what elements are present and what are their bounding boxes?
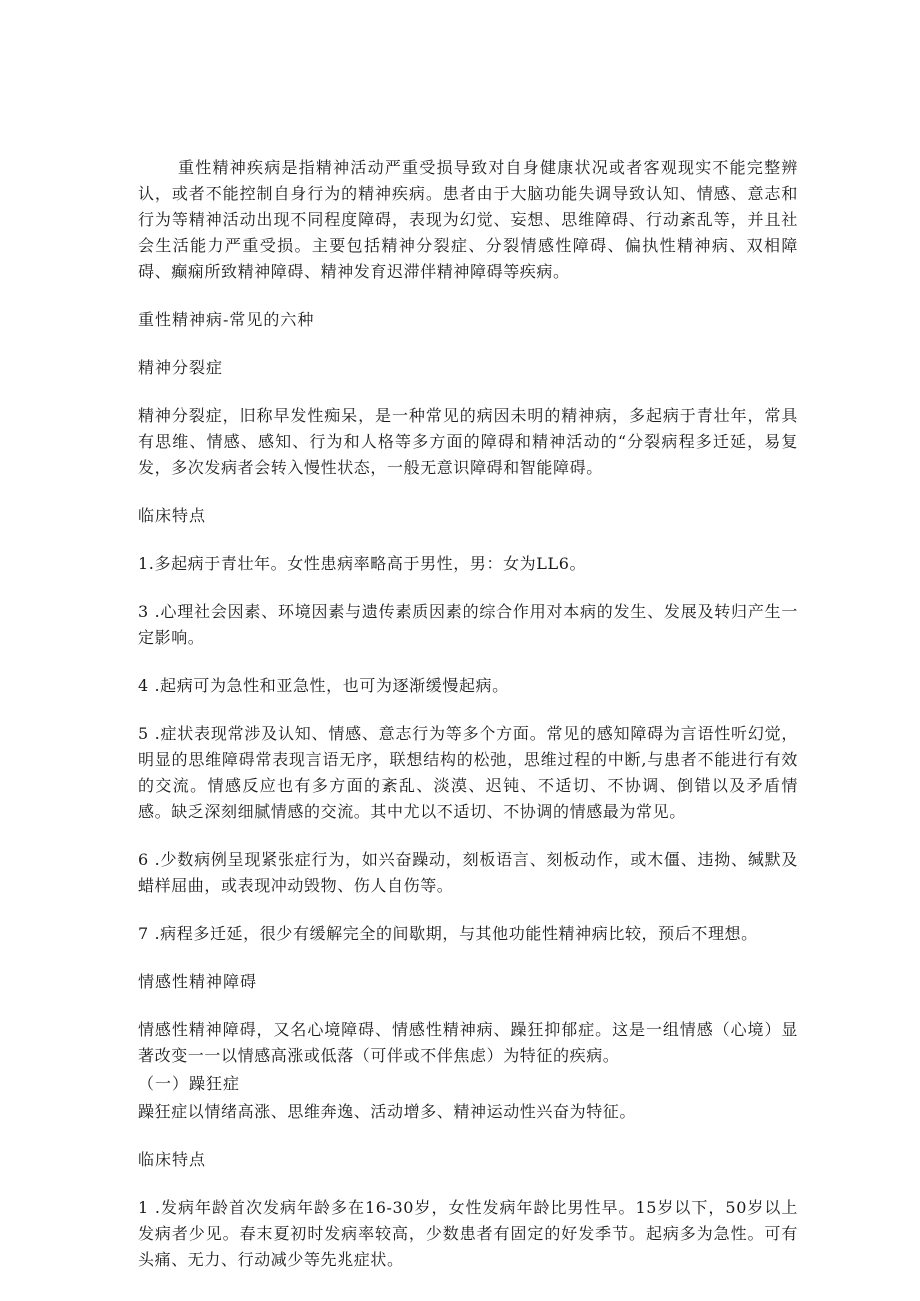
affective-item: 1 .发病年龄首次发病年龄多在16-30岁，女性发病年龄比男性早。15岁以下，50岁以上发病者少见。春末夏初时发病率较高，少数患者有固定的好发季节。起病多为急性。可有头痛、无力、行动减少等先兆症状。: [138, 1198, 798, 1269]
document-page: [138, 155, 798, 1273]
schizophrenia-item: 1.多起病于青壮年。女性患病率略高于男性，男：女为LL6。: [138, 554, 587, 573]
schizophrenia-clinical-heading: 临床特点: [138, 506, 207, 525]
schizophrenia-description: 精神分裂症，旧称早发性痴呆，是一种常见的病因未明的精神病，多起病于青壮年，常具有思维、情感、感知、行为和人格等多方面的障碍和精神活动的“分裂病程多迁延，易复发，多次发病者会转入慢性状态，一般无意识障碍和智能障碍。: [138, 406, 798, 477]
schizophrenia-item: 4 .起病可为急性和亚急性，也可为逐渐缓慢起病。: [138, 676, 509, 695]
schizophrenia-item: 3 .心理社会因素、环境因素与遗传素质因素的综合作用对本病的发生、发展及转归产生一定影响。: [138, 602, 798, 647]
section-title: 重性精神病-常见的六种: [138, 310, 315, 329]
mania-heading: （一）躁狂症: [138, 1074, 241, 1093]
schizophrenia-heading: 精神分裂症: [138, 358, 224, 377]
affective-disorder-description: 情感性精神障碍，又名心境障碍、情感性精神病、躁狂抑郁症。这是一组情感（心境）显著改变一一以情感高涨或低落（可伴或不伴焦虑）为特征的疾病。: [138, 1020, 798, 1065]
intro-paragraph: 重性精神疾病是指精神活动严重受损导致对自身健康状况或者客观现实不能完整辨认，或者不能控制自身行为的精神疾病。患者由于大脑功能失调导致认知、情感、意志和行为等精神活动出现不同程度障碍，表现为幻觉、妄想、思维障碍、行动紊乱等，并且社会生活能力严重受损。主要包括精神分裂症、分裂情感性障碍、偏执性精神病、双相障碍、癫痫所致精神障碍、精神发育迟滞伴精神障碍等疾病。: [138, 158, 798, 281]
schizophrenia-item: 6 .少数病例呈现紧张症行为，如兴奋躁动，刻板语言、刻板动作，或木僵、违拗、缄默及蜡样屈曲，或表现冲动毁物、伤人自伤等。: [138, 850, 798, 895]
affective-clinical-heading: 临床特点: [138, 1150, 207, 1169]
schizophrenia-item: 7 .病程多迁延，很少有缓解完全的间歇期，与其他功能性精神病比较，预后不理想。: [138, 924, 758, 943]
mania-description: 躁狂症以情绪高涨、思维奔逸、活动增多、精神运动性兴奋为特征。: [138, 1102, 637, 1121]
schizophrenia-item: 5 .症状表现常涉及认知、情感、意志行为等多个方面。常见的感知障碍为言语性听幻觉，明显的思维障碍常表现言语无序，联想结构的松弛，思维过程的中断,与患者不能进行有效的交流。情感反应也有多方面的紊乱、淡漠、迟钝、不适切、不协调、倒错以及矛盾情感。缺乏深刻细腻情感的交流。其中尤以不适切、不协调的情感最为常见。: [138, 724, 798, 821]
affective-disorder-heading: 情感性精神障碍: [138, 972, 258, 991]
